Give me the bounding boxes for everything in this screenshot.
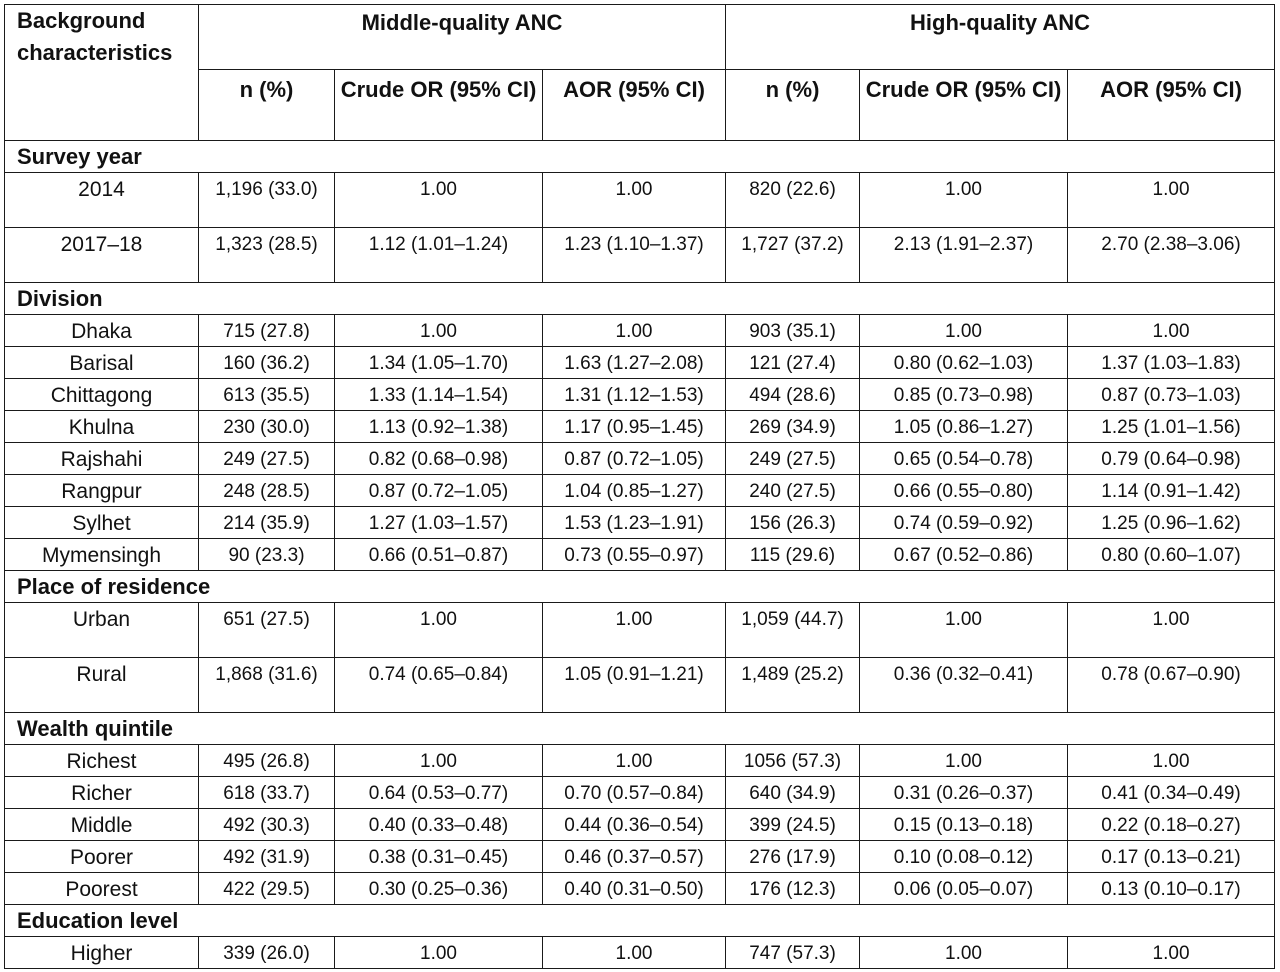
table-cell: 820 (22.6) xyxy=(726,173,860,228)
table-row xyxy=(5,745,1275,777)
table-cell: 269 (34.9) xyxy=(726,411,860,443)
row-label: 2014 xyxy=(5,173,199,228)
table-cell: 339 (26.0) xyxy=(199,937,335,969)
table-cell: 1.00 xyxy=(335,315,543,347)
header-middle-crude-or: Crude OR (95% CI) xyxy=(335,70,543,141)
row-label: Barisal xyxy=(5,347,199,379)
table-cell: 115 (29.6) xyxy=(726,539,860,571)
table-row xyxy=(5,841,1275,873)
table-cell: 230 (30.0) xyxy=(199,411,335,443)
table-cell: 1.05 (0.86–1.27) xyxy=(860,411,1068,443)
table-cell: 1,489 (25.2) xyxy=(726,658,860,713)
table-cell: 0.87 (0.72–1.05) xyxy=(335,475,543,507)
row-label: Higher xyxy=(5,937,199,969)
table-cell: 0.22 (0.18–0.27) xyxy=(1068,809,1275,841)
row-label: Rural xyxy=(5,658,199,713)
table-cell: 1.00 xyxy=(335,603,543,658)
table-cell: 1.34 (1.05–1.70) xyxy=(335,347,543,379)
header-background-characteristics: Background characteristics xyxy=(5,5,199,141)
table-row xyxy=(5,228,1275,283)
table-cell: 240 (27.5) xyxy=(726,475,860,507)
table-row xyxy=(5,347,1275,379)
table-row xyxy=(5,777,1275,809)
table-cell: 1,059 (44.7) xyxy=(726,603,860,658)
row-label: Dhaka xyxy=(5,315,199,347)
table-cell: 0.66 (0.55–0.80) xyxy=(860,475,1068,507)
table-cell: 903 (35.1) xyxy=(726,315,860,347)
section-row xyxy=(5,905,1275,937)
table-cell: 613 (35.5) xyxy=(199,379,335,411)
table-row xyxy=(5,315,1275,347)
table-cell: 1.00 xyxy=(543,745,726,777)
table-row xyxy=(5,443,1275,475)
table-cell: 214 (35.9) xyxy=(199,507,335,539)
table-cell: 0.10 (0.08–0.12) xyxy=(860,841,1068,873)
section-title: Division xyxy=(5,283,1275,315)
table-cell: 249 (27.5) xyxy=(199,443,335,475)
section-title: Survey year xyxy=(5,141,1275,173)
table-cell: 0.31 (0.26–0.37) xyxy=(860,777,1068,809)
table-cell: 0.46 (0.37–0.57) xyxy=(543,841,726,873)
table-cell: 1.00 xyxy=(860,745,1068,777)
table-cell: 399 (24.5) xyxy=(726,809,860,841)
table-cell: 1056 (57.3) xyxy=(726,745,860,777)
row-label: Chittagong xyxy=(5,379,199,411)
table-cell: 1.53 (1.23–1.91) xyxy=(543,507,726,539)
table-cell: 1.00 xyxy=(335,745,543,777)
section-row xyxy=(5,141,1275,173)
table-cell: 1.00 xyxy=(1068,937,1275,969)
table-cell: 1.25 (1.01–1.56) xyxy=(1068,411,1275,443)
table-cell: 1.00 xyxy=(543,315,726,347)
header-high-aor: AOR (95% CI) xyxy=(1068,70,1275,141)
table-cell: 715 (27.8) xyxy=(199,315,335,347)
table-cell: 0.38 (0.31–0.45) xyxy=(335,841,543,873)
section-row xyxy=(5,713,1275,745)
row-label: Richest xyxy=(5,745,199,777)
table-cell: 0.36 (0.32–0.41) xyxy=(860,658,1068,713)
table-cell: 0.78 (0.67–0.90) xyxy=(1068,658,1275,713)
table-cell: 1,196 (33.0) xyxy=(199,173,335,228)
table-cell: 1.00 xyxy=(1068,173,1275,228)
table-row xyxy=(5,658,1275,713)
table-row xyxy=(5,937,1275,969)
table-cell: 0.15 (0.13–0.18) xyxy=(860,809,1068,841)
table-cell: 2.13 (1.91–2.37) xyxy=(860,228,1068,283)
table-cell: 1,323 (28.5) xyxy=(199,228,335,283)
row-label: 2017–18 xyxy=(5,228,199,283)
table-cell: 1.00 xyxy=(1068,745,1275,777)
table-cell: 2.70 (2.38–3.06) xyxy=(1068,228,1275,283)
header-middle-n: n (%) xyxy=(199,70,335,141)
table-cell: 0.13 (0.10–0.17) xyxy=(1068,873,1275,905)
table-row xyxy=(5,475,1275,507)
table-cell: 0.80 (0.62–1.03) xyxy=(860,347,1068,379)
table-cell: 1.00 xyxy=(1068,603,1275,658)
table-cell: 1.00 xyxy=(860,937,1068,969)
table-cell: 0.87 (0.73–1.03) xyxy=(1068,379,1275,411)
table-cell: 176 (12.3) xyxy=(726,873,860,905)
table-cell: 1.27 (1.03–1.57) xyxy=(335,507,543,539)
table-cell: 0.66 (0.51–0.87) xyxy=(335,539,543,571)
table-cell: 1.14 (0.91–1.42) xyxy=(1068,475,1275,507)
table-cell: 0.64 (0.53–0.77) xyxy=(335,777,543,809)
table-cell: 0.79 (0.64–0.98) xyxy=(1068,443,1275,475)
table-cell: 1.00 xyxy=(860,603,1068,658)
table-cell: 248 (28.5) xyxy=(199,475,335,507)
table-cell: 1.00 xyxy=(1068,315,1275,347)
table-cell: 1.25 (0.96–1.62) xyxy=(1068,507,1275,539)
table-cell: 90 (23.3) xyxy=(199,539,335,571)
table-cell: 1.37 (1.03–1.83) xyxy=(1068,347,1275,379)
table-cell: 1.04 (0.85–1.27) xyxy=(543,475,726,507)
table-cell: 160 (36.2) xyxy=(199,347,335,379)
table-row xyxy=(5,411,1275,443)
table-cell: 1,727 (37.2) xyxy=(726,228,860,283)
table-cell: 1.05 (0.91–1.21) xyxy=(543,658,726,713)
table-row xyxy=(5,379,1275,411)
table-cell: 156 (26.3) xyxy=(726,507,860,539)
table-row xyxy=(5,603,1275,658)
header-middle-quality-anc: Middle-quality ANC xyxy=(199,5,726,70)
table-cell: 1.13 (0.92–1.38) xyxy=(335,411,543,443)
table-cell: 1.63 (1.27–2.08) xyxy=(543,347,726,379)
table-cell: 1.00 xyxy=(860,173,1068,228)
row-label: Middle xyxy=(5,809,199,841)
table-cell: 0.82 (0.68–0.98) xyxy=(335,443,543,475)
table-row xyxy=(5,809,1275,841)
table-row xyxy=(5,507,1275,539)
table-cell: 0.40 (0.33–0.48) xyxy=(335,809,543,841)
table-row xyxy=(5,873,1275,905)
table-cell: 1.33 (1.14–1.54) xyxy=(335,379,543,411)
section-title: Place of residence xyxy=(5,571,1275,603)
table-cell: 0.87 (0.72–1.05) xyxy=(543,443,726,475)
table-cell: 422 (29.5) xyxy=(199,873,335,905)
table-cell: 1.00 xyxy=(335,173,543,228)
table-cell: 1.17 (0.95–1.45) xyxy=(543,411,726,443)
table-cell: 492 (30.3) xyxy=(199,809,335,841)
header-high-crude-or: Crude OR (95% CI) xyxy=(860,70,1068,141)
table-cell: 1.23 (1.10–1.37) xyxy=(543,228,726,283)
section-row xyxy=(5,571,1275,603)
row-label: Khulna xyxy=(5,411,199,443)
row-label: Sylhet xyxy=(5,507,199,539)
table-cell: 1.00 xyxy=(335,937,543,969)
table-cell: 0.41 (0.34–0.49) xyxy=(1068,777,1275,809)
table-cell: 1.12 (1.01–1.24) xyxy=(335,228,543,283)
table-cell: 0.73 (0.55–0.97) xyxy=(543,539,726,571)
row-label: Mymensingh xyxy=(5,539,199,571)
table-cell: 0.80 (0.60–1.07) xyxy=(1068,539,1275,571)
table-cell: 651 (27.5) xyxy=(199,603,335,658)
table-cell: 276 (17.9) xyxy=(726,841,860,873)
table-cell: 747 (57.3) xyxy=(726,937,860,969)
table-row xyxy=(5,539,1275,571)
anc-quality-table xyxy=(4,4,1275,969)
header-high-n: n (%) xyxy=(726,70,860,141)
table-cell: 0.17 (0.13–0.21) xyxy=(1068,841,1275,873)
table-cell: 249 (27.5) xyxy=(726,443,860,475)
table-cell: 495 (26.8) xyxy=(199,745,335,777)
table-cell: 618 (33.7) xyxy=(199,777,335,809)
header-high-quality-anc: High-quality ANC xyxy=(726,5,1275,70)
table-cell: 0.40 (0.31–0.50) xyxy=(543,873,726,905)
table-cell: 1.31 (1.12–1.53) xyxy=(543,379,726,411)
table-cell: 640 (34.9) xyxy=(726,777,860,809)
table-cell: 121 (27.4) xyxy=(726,347,860,379)
table-cell: 0.74 (0.65–0.84) xyxy=(335,658,543,713)
table-cell: 1.00 xyxy=(543,603,726,658)
section-title: Wealth quintile xyxy=(5,713,1275,745)
table-cell: 0.06 (0.05–0.07) xyxy=(860,873,1068,905)
table-cell: 0.65 (0.54–0.78) xyxy=(860,443,1068,475)
table-cell: 0.44 (0.36–0.54) xyxy=(543,809,726,841)
table-cell: 0.30 (0.25–0.36) xyxy=(335,873,543,905)
table-body xyxy=(5,141,1275,969)
table-row xyxy=(5,173,1275,228)
table-cell: 1.00 xyxy=(543,937,726,969)
table-cell: 492 (31.9) xyxy=(199,841,335,873)
row-label: Poorer xyxy=(5,841,199,873)
section-title: Education level xyxy=(5,905,1275,937)
table-cell: 494 (28.6) xyxy=(726,379,860,411)
table-cell: 0.74 (0.59–0.92) xyxy=(860,507,1068,539)
table-cell: 1,868 (31.6) xyxy=(199,658,335,713)
table-cell: 1.00 xyxy=(543,173,726,228)
table-cell: 0.67 (0.52–0.86) xyxy=(860,539,1068,571)
row-label: Urban xyxy=(5,603,199,658)
row-label: Rangpur xyxy=(5,475,199,507)
row-label: Richer xyxy=(5,777,199,809)
section-row xyxy=(5,283,1275,315)
table-cell: 0.85 (0.73–0.98) xyxy=(860,379,1068,411)
table-cell: 1.00 xyxy=(860,315,1068,347)
row-label: Poorest xyxy=(5,873,199,905)
row-label: Rajshahi xyxy=(5,443,199,475)
table-cell: 0.70 (0.57–0.84) xyxy=(543,777,726,809)
header-middle-aor: AOR (95% CI) xyxy=(543,70,726,141)
